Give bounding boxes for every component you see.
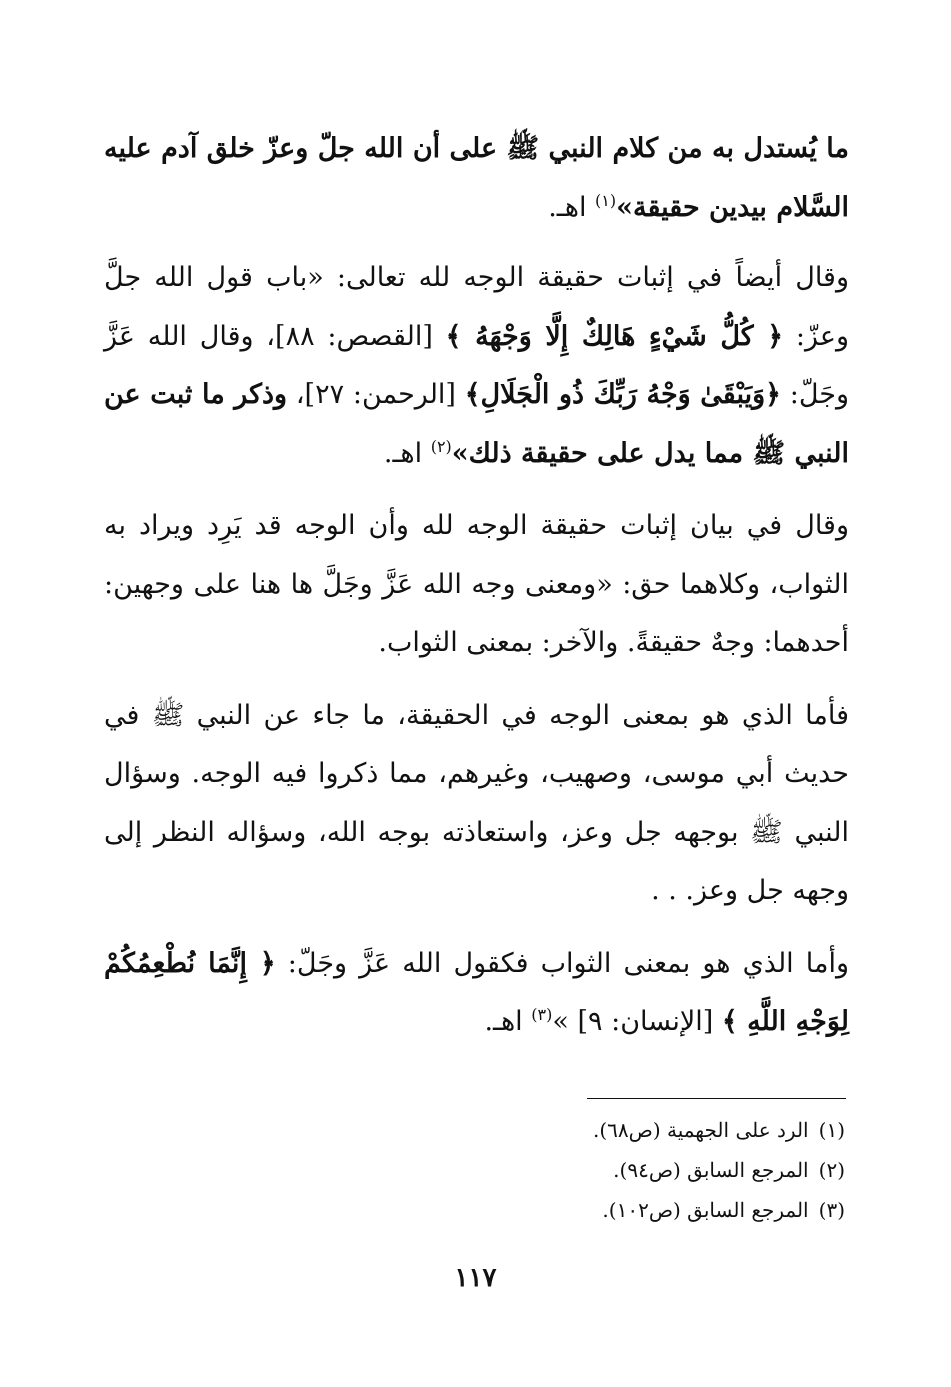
paragraph-1 [104,120,849,237]
paragraph-2 [104,249,849,483]
quran-verse-rahman: ﴿وَيَبْقَىٰ وَجْهُ رَبِّكَ ذُو الْجَلَالِ﴾ [464,379,781,410]
footnote-separator [587,1098,846,1099]
footnote-text: المرجع السابق (ص١٠٢). [602,1198,809,1222]
footnote-text: الرد على الجهمية (ص٦٨). [592,1118,809,1142]
footnote-3 [345,1190,845,1230]
footnote-number: (١) [818,1118,845,1142]
main-text [104,120,849,1066]
quran-verse-insan: ﴿ إِنَّمَا نُطْعِمُكُمْ لِوَجْهِ اللَّهِ ﴾ [104,947,849,1037]
citation-insan: [الإنسان: ٩] » [552,1006,722,1037]
closing-mark: اهـ. [383,437,431,469]
citation-qasas: [القصص: ٨٨]، وقال الله عَزَّ وجَلّ: [104,320,849,410]
footnote-number: (٢) [818,1158,845,1182]
closing-mark: اهـ. [548,191,596,223]
paragraph-text: وقال في بيان إثبات حقيقة الوجه لله وأن الوجه قد يَرِد ويراد به الثواب، وكلاهما حق: «ومعنى وجه الله عَزَّ وجَلَّ ها هنا على وجهين: أحدهما: وجهٌ حقيقةً. والآخر: بمعنى الثواب. [104,510,849,658]
closing-mark: اهـ. [484,1006,532,1037]
quran-verse-qasas: ﴿ كُلُّ شَيْءٍ هَالِكٌ إِلَّا وَجْهَهُ ﴾ [445,320,784,352]
bold-statement: ما يُستدل به من كلام النبي ﷺ على أن الله جلّ وعزّ خلق آدم عليه السَّلام بيدين حقيقة» [104,133,849,223]
footnotes [345,1110,845,1230]
paragraph-4 [104,687,849,921]
paragraph-intro: وأما الذي هو بمعنى الثواب فكقول الله عَزَّ وجَلّ: [275,947,850,979]
footnote-number: (٣) [818,1198,845,1222]
paragraph-3 [104,497,849,673]
paragraph-intro: وقال أيضاً في إثبات حقيقة الوجه لله تعالى: «باب قول الله جلَّ وعزّ: [104,262,849,352]
footnote-ref-1: (١) [595,190,617,210]
footnote-ref-3: (٣) [531,1005,553,1024]
citation-rahman: [الرحمن: ٢٧]، [287,379,465,410]
footnote-2 [345,1150,845,1190]
footnote-1 [345,1110,845,1150]
page-number: ١١٧ [454,1263,497,1293]
footnote-ref-2: (٢) [430,436,452,456]
bold-statement: وذكر ما ثبت عن النبي ﷺ مما يدل على حقيقة ذلك» [104,379,849,469]
paragraph-5 [104,935,849,1052]
paragraph-text: فأما الذي هو بمعنى الوجه في الحقيقة، ما جاء عن النبي ﷺ في حديث أبي موسى، وصهيب، وغيرهم، مما ذكروا فيه الوجه. وسؤال النبي ﷺ بوجهه جل وعز، واستعاذته بوجه الله، وسؤاله النظر إلى وجهه جل وعز. . . [104,699,849,906]
footnote-text: المرجع السابق (ص٩٤). [613,1158,809,1182]
